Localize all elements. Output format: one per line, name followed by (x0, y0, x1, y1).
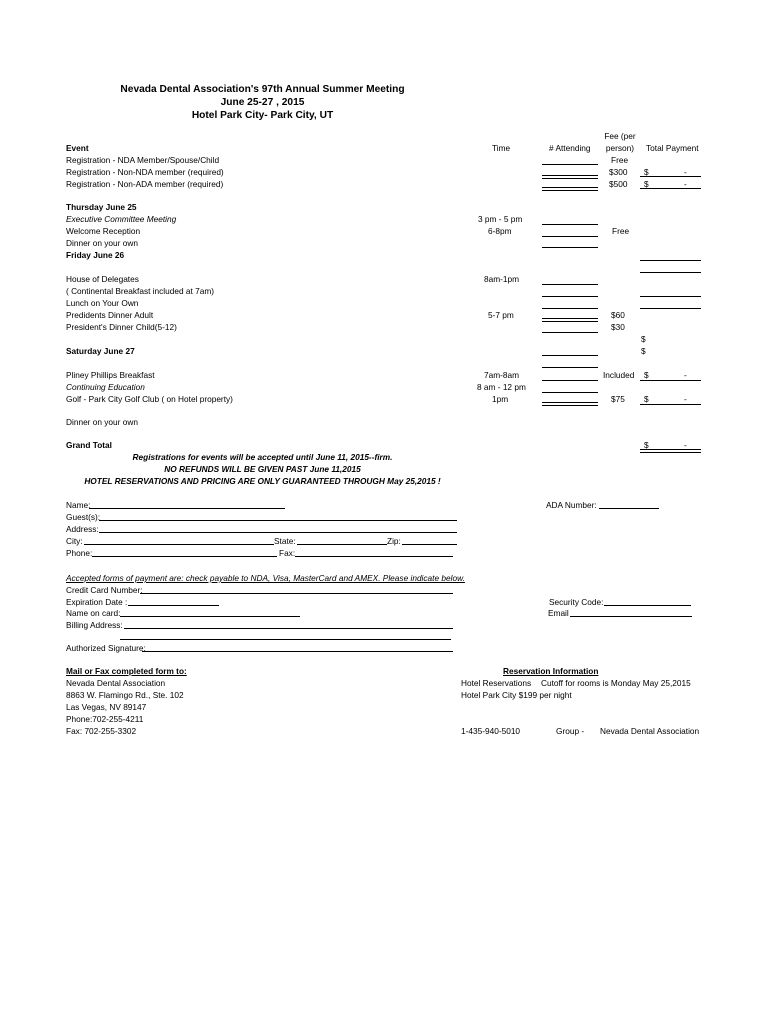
billing-address-field-2[interactable] (120, 639, 451, 640)
security-code-label: Security Code: (549, 597, 604, 607)
presidents-dinner-total-dollar-1: $ (641, 334, 646, 344)
attending-field-saturday[interactable] (542, 355, 598, 356)
state-field[interactable] (297, 544, 387, 545)
payment-methods-note: Accepted forms of payment are: check payable to NDA, Visa, MasterCard and AMEX. Please indicate below. (66, 573, 465, 583)
golf-total-dash: - (684, 394, 687, 404)
total-field-friday-1[interactable] (640, 260, 701, 261)
registration-nda-label: Registration - NDA Member/Spouse/Child (66, 155, 220, 165)
registration-deadline-notice: Registrations for events will be accepted until June 11, 2015--firm. (132, 452, 393, 462)
group-label: Group - (556, 726, 585, 736)
phone-field[interactable] (92, 556, 277, 557)
credit-card-number-field[interactable] (140, 593, 453, 594)
expiration-date-label: Expiration Date : (66, 597, 128, 607)
attending-field-saturday-2[interactable] (542, 367, 598, 368)
city-field[interactable] (84, 544, 274, 545)
golf-fee: $75 (611, 394, 625, 404)
credit-card-number-label: Credit Card Number: (66, 585, 143, 595)
attending-field-welcome-reception[interactable] (542, 236, 598, 237)
golf-time: 1pm (492, 394, 509, 404)
name-label: Name: (66, 500, 91, 510)
reservation-phone: 1-435-940-5010 (461, 726, 521, 736)
continental-breakfast-label: ( Continental Breakfast included at 7am) (66, 286, 215, 296)
address-field[interactable] (99, 532, 457, 533)
attending-field-pliney-phillips[interactable] (542, 380, 598, 381)
attending-field-registration-nda[interactable] (542, 164, 598, 165)
pliney-phillips-label: Pliney Phillips Breakfast (66, 370, 155, 380)
attending-field-presidents-dinner-child[interactable] (542, 332, 598, 333)
mail-line-fax: Fax: 702-255-3302 (66, 726, 137, 736)
attending-column-header: # Attending (549, 143, 591, 153)
executive-committee-label: Executive Committee Meeting (66, 214, 177, 224)
group-name: Nevada Dental Association (600, 726, 700, 736)
registration-nda-fee: Free (611, 155, 629, 165)
guests-field[interactable] (99, 520, 457, 521)
registration-non-nda-fee: $300 (609, 167, 628, 177)
attending-field-registration-non-nda[interactable] (542, 175, 598, 179)
total-field-pliney-phillips[interactable] (640, 380, 701, 381)
hotel-guarantee-notice: HOTEL RESERVATIONS AND PRICING ARE ONLY GUARANTEED THROUGH May 25,2015 ! (84, 476, 441, 486)
name-on-card-field[interactable] (120, 616, 300, 617)
presidents-dinner-total-dollar-2: $ (641, 346, 646, 356)
total-field-golf[interactable] (640, 404, 701, 405)
total-field-friday-2[interactable] (640, 272, 701, 273)
total-field-registration-non-nda[interactable] (640, 176, 701, 177)
continuing-education-label: Continuing Education (66, 382, 145, 392)
grand-total-label: Grand Total (66, 440, 112, 450)
executive-committee-time: 3 pm - 5 pm (478, 214, 523, 224)
attending-field-presidents-dinner-adult[interactable] (542, 318, 598, 322)
registration-non-ada-fee: $500 (609, 179, 628, 189)
address-label: Address: (66, 524, 99, 534)
presidents-dinner-adult-time: 5-7 pm (488, 310, 514, 320)
mail-line-street: 8863 W. Flamingo Rd., Ste. 102 (66, 690, 184, 700)
golf-label: Golf - Park City Golf Club ( on Hotel property) (66, 394, 233, 404)
attending-field-house-of-delegates[interactable] (542, 284, 598, 285)
meeting-venue: Hotel Park City- Park City, UT (191, 110, 334, 121)
pliney-phillips-fee: Included (603, 370, 635, 380)
fax-label: Fax: (279, 548, 296, 558)
billing-address-field[interactable] (124, 628, 453, 629)
authorized-signature-field[interactable] (142, 651, 453, 652)
hotel-reservations-label: Hotel Reservations (461, 678, 532, 688)
lunch-label: Lunch on Your Own (66, 298, 139, 308)
email-label: Email (548, 608, 569, 618)
mail-line-phone: Phone:702-255-4211 (66, 714, 144, 724)
pliney-phillips-time: 7am-8am (484, 370, 520, 380)
reservation-heading: Reservation Information (503, 666, 599, 676)
fee-column-header-line2: person) (605, 143, 635, 153)
presidents-dinner-child-label: President's Dinner Child(5-12) (66, 322, 177, 332)
total-column-header: Total Payment (646, 143, 699, 153)
registration-non-nda-label: Registration - Non-NDA member (required) (66, 167, 224, 177)
friday-heading: Friday June 26 (66, 250, 125, 260)
expiration-date-field[interactable] (128, 605, 219, 606)
grand-total-dash: - (684, 440, 687, 450)
continuing-education-time: 8 am - 12 pm (477, 382, 526, 392)
name-field[interactable] (89, 508, 285, 509)
welcome-reception-label: Welcome Reception (66, 226, 141, 236)
grand-total-field[interactable] (640, 449, 701, 453)
pliney-phillips-total-dollar: $ (644, 370, 649, 380)
email-field[interactable] (570, 616, 692, 617)
thursday-dinner-label: Dinner on your own (66, 238, 138, 248)
registration-non-nda-total-dash: - (684, 167, 687, 177)
guests-label: Guest(s): (66, 512, 101, 522)
fax-field[interactable] (295, 556, 453, 557)
total-field-lunch[interactable] (640, 308, 701, 309)
mail-line-city: Las Vegas, NV 89147 (66, 702, 147, 712)
welcome-reception-fee: Free (612, 226, 630, 236)
billing-address-label: Billing Address: (66, 620, 123, 630)
meeting-dates: June 25-27 , 2015 (220, 97, 305, 108)
attending-field-thursday-dinner[interactable] (542, 247, 598, 248)
presidents-dinner-adult-fee: $60 (611, 310, 625, 320)
attending-field-executive-committee[interactable] (542, 224, 598, 225)
security-code-field[interactable] (604, 605, 691, 606)
phone-label: Phone: (66, 548, 93, 558)
attending-field-registration-non-ada[interactable] (542, 187, 598, 191)
presidents-dinner-adult-label: Predidents Dinner Adult (66, 310, 154, 320)
refund-notice: NO REFUNDS WILL BE GIVEN PAST June 11,2015 (164, 464, 361, 474)
authorized-signature-label: Authorized Signature: (66, 643, 146, 653)
registration-non-ada-label: Registration - Non-ADA member (required) (66, 179, 224, 189)
state-label: State: (274, 536, 296, 546)
house-of-delegates-time: 8am-1pm (484, 274, 520, 284)
ada-number-label: ADA Number: (546, 500, 597, 510)
total-field-registration-non-ada[interactable] (640, 188, 701, 189)
attending-field-continental-breakfast[interactable] (542, 296, 598, 297)
city-label: City: (66, 536, 83, 546)
registration-non-ada-total-dollar: $ (644, 179, 649, 189)
form-title: Nevada Dental Association's 97th Annual Summer Meeting (120, 84, 405, 95)
saturday-dinner-label: Dinner on your own (66, 417, 138, 427)
time-column-header: Time (492, 143, 511, 153)
saturday-heading: Saturday June 27 (66, 346, 135, 356)
total-field-continental-breakfast[interactable] (640, 296, 701, 297)
registration-non-nda-total-dollar: $ (644, 167, 649, 177)
event-column-header: Event (66, 143, 89, 153)
room-cutoff-text: Cutoff for rooms is Monday May 25,2015 (541, 678, 691, 688)
zip-field[interactable] (402, 544, 457, 545)
registration-non-ada-total-dash: - (684, 179, 687, 189)
attending-field-continuing-education[interactable] (542, 392, 598, 393)
pliney-phillips-total-dash: - (684, 370, 687, 380)
attending-field-lunch[interactable] (542, 308, 598, 309)
mail-fax-heading: Mail or Fax completed form to: (66, 666, 187, 676)
house-of-delegates-label: House of Delegates (66, 274, 139, 284)
hotel-rate-text: Hotel Park City $199 per night (461, 690, 572, 700)
zip-label: Zip: (387, 536, 401, 546)
ada-number-field[interactable] (599, 508, 659, 509)
grand-total-dollar: $ (644, 440, 649, 450)
presidents-dinner-child-fee: $30 (611, 322, 625, 332)
thursday-heading: Thursday June 25 (66, 202, 137, 212)
mail-line-org: Nevada Dental Association (66, 678, 166, 688)
name-on-card-label: Name on card: (66, 608, 121, 618)
welcome-reception-time: 6-8pm (488, 226, 512, 236)
fee-column-header-line1: Fee (per (604, 131, 636, 141)
attending-field-golf[interactable] (542, 402, 598, 406)
golf-total-dollar: $ (644, 394, 649, 404)
